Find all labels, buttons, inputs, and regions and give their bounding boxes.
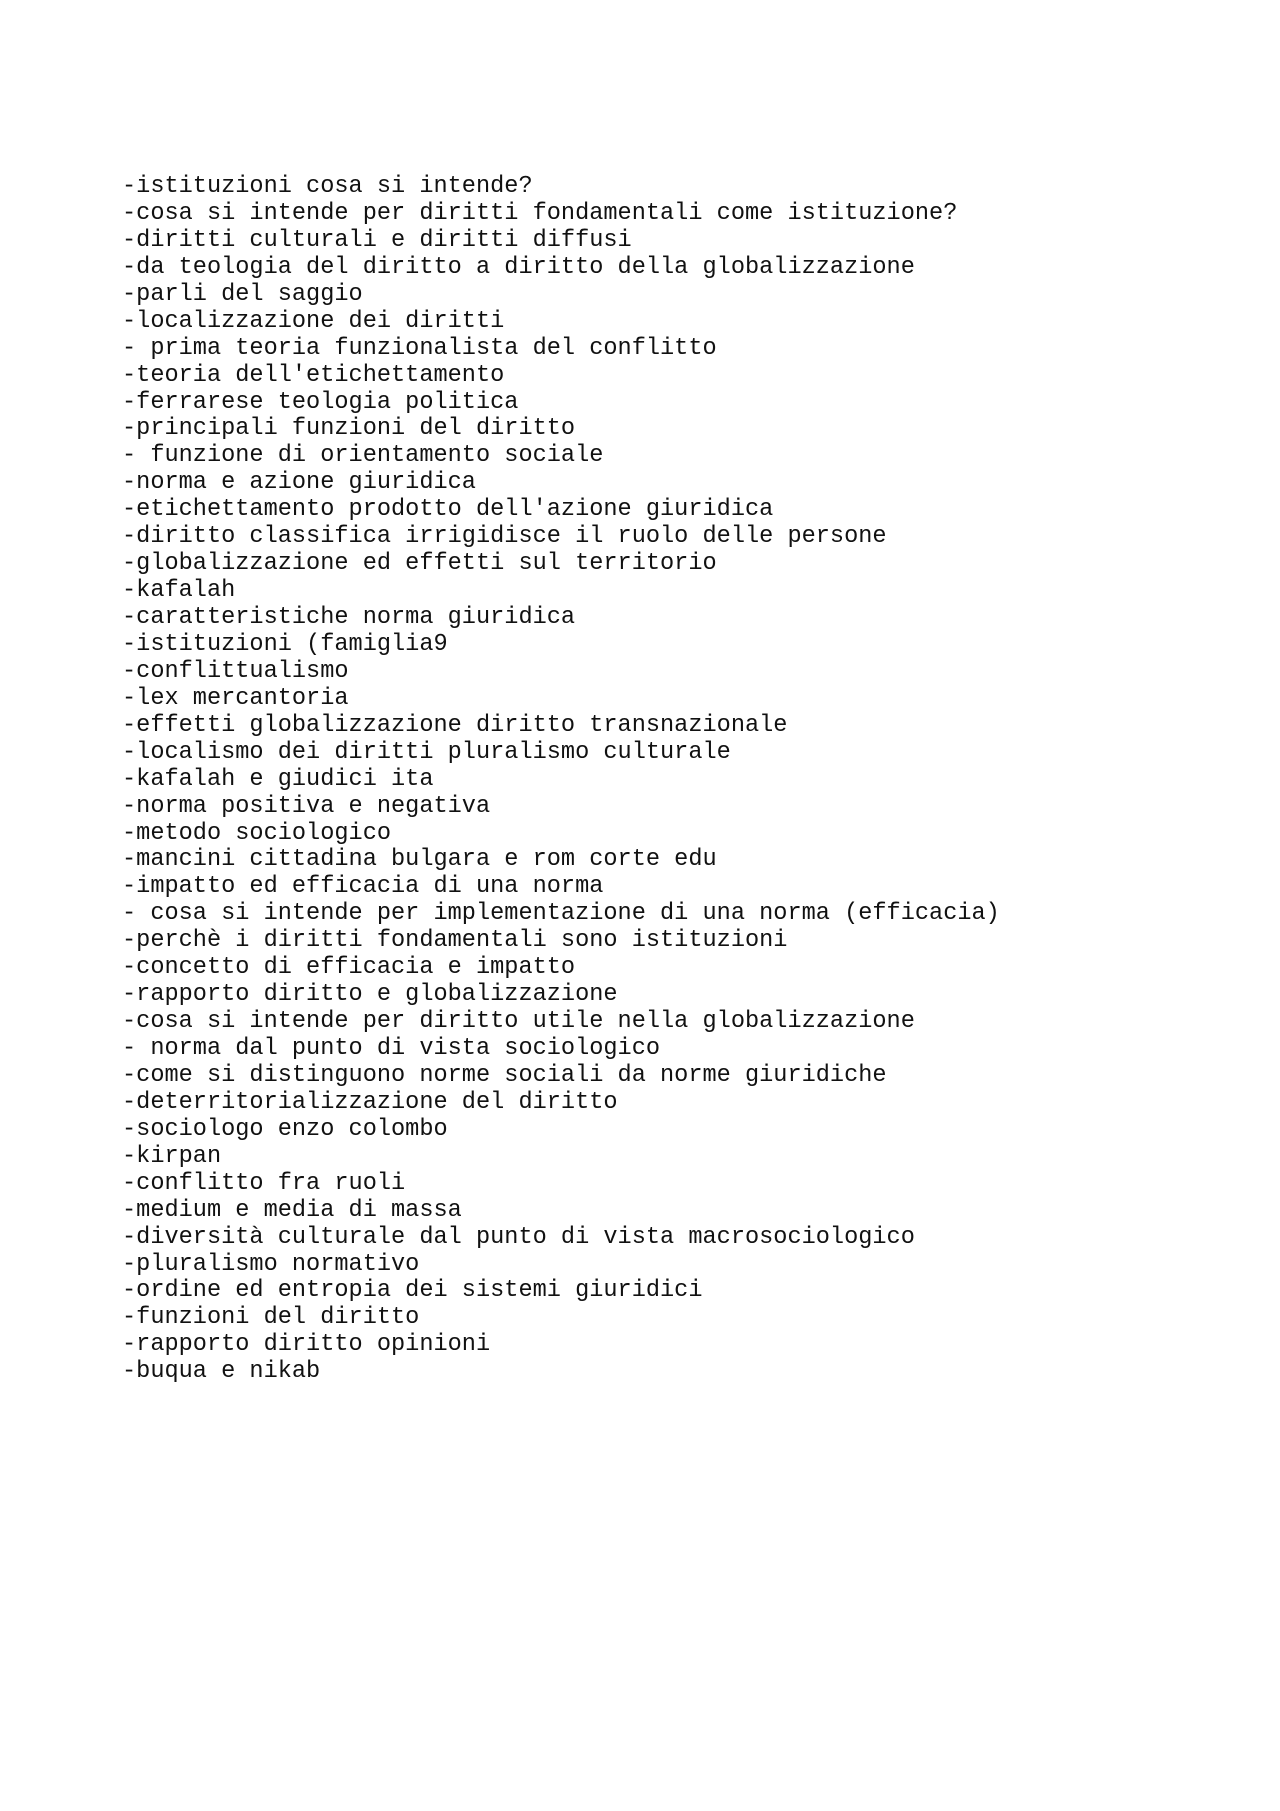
- topic-line: -come si distinguono norme sociali da norme giuridiche: [122, 1061, 887, 1089]
- topic-line: -concetto di efficacia e impatto: [122, 954, 576, 982]
- topic-line: -ferrarese teologia politica: [122, 388, 519, 416]
- topic-list: [122, 174, 1000, 1386]
- topic-line: - norma dal punto di vista sociologico: [122, 1035, 661, 1062]
- topic-line: -funzioni del diritto: [122, 1304, 420, 1332]
- topic-line: -istituzioni cosa si intende?: [122, 173, 533, 200]
- topic-line: -kirpan: [122, 1142, 222, 1170]
- topic-line: -pluralismo normativo: [122, 1250, 420, 1278]
- topic-line: -da teologia del diritto a diritto della globalizzazione: [122, 253, 915, 281]
- topic-line: -medium e media di massa: [122, 1196, 462, 1224]
- topic-line: -cosa si intende per diritto utile nella globalizzazione: [122, 1008, 915, 1036]
- topic-line: -parli del saggio: [122, 280, 363, 308]
- topic-line: -principali funzioni del diritto: [122, 415, 576, 443]
- topic-line: -impatto ed efficacia di una norma: [122, 873, 604, 901]
- topic-line: -sociologo enzo colombo: [122, 1115, 448, 1143]
- topic-line: -rapporto diritto e globalizzazione: [122, 981, 618, 1009]
- topic-line: -caratteristiche norma giuridica: [122, 604, 576, 631]
- topic-line: -lex mercantoria: [122, 684, 349, 712]
- topic-line: -deterritorializzazione del diritto: [122, 1088, 618, 1116]
- topic-line: -metodo sociologico: [122, 819, 392, 847]
- topic-line: -ordine ed entropia dei sistemi giuridici: [122, 1277, 703, 1305]
- topic-line: -etichettamento prodotto dell'azione giuridica: [122, 496, 774, 524]
- topic-line: -norma e azione giuridica: [122, 469, 476, 497]
- topic-line: -teoria dell'etichettamento: [122, 361, 505, 389]
- topic-line: -localismo dei diritti pluralismo culturale: [122, 738, 731, 766]
- topic-line: -effetti globalizzazione diritto transnazionale: [122, 711, 788, 739]
- topic-line: -kafalah: [122, 577, 236, 605]
- topic-line: -conflitto fra ruoli: [122, 1169, 406, 1197]
- topic-line: -istituzioni (famiglia9: [122, 630, 448, 658]
- topic-line: -globalizzazione ed effetti sul territorio: [122, 550, 717, 578]
- topic-line: -buqua e nikab: [122, 1358, 321, 1386]
- topic-line: - funzione di orientamento sociale: [122, 442, 604, 470]
- topic-line: -localizzazione dei diritti: [122, 307, 505, 335]
- topic-line: -diritti culturali e diritti diffusi: [122, 226, 632, 254]
- topic-line: -conflittualismo: [122, 657, 349, 685]
- topic-line: -cosa si intende per diritti fondamentali come istituzione?: [122, 199, 958, 227]
- topic-line: -kafalah e giudici ita: [122, 765, 434, 793]
- topic-line: -diversità culturale dal punto di vista macrosociologico: [122, 1223, 915, 1251]
- topic-line: - prima teoria funzionalista del conflitto: [122, 334, 717, 362]
- topic-line: -rapporto diritto opinioni: [122, 1331, 491, 1359]
- topic-line: -norma positiva e negativa: [122, 792, 491, 820]
- topic-line: - cosa si intende per implementazione di una norma (efficacia): [122, 900, 1000, 928]
- topic-line: -perchè i diritti fondamentali sono istituzioni: [122, 927, 788, 955]
- topic-line: -mancini cittadina bulgara e rom corte edu: [122, 846, 717, 874]
- topic-line: -diritto classifica irrigidisce il ruolo delle persone: [122, 523, 887, 551]
